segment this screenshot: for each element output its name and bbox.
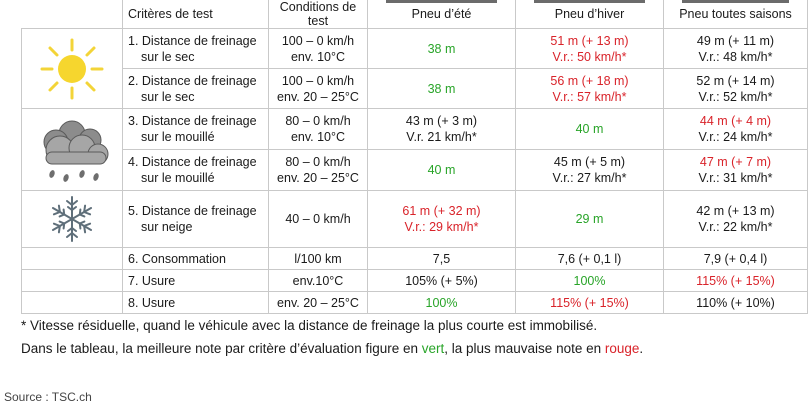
tire-comparison-table: [21, 0, 808, 314]
row8-allseason: 110% (+ 10%): [664, 292, 808, 314]
legend-text-before: Dans le tableau, la meilleure note par critère d’évaluation figure en: [21, 341, 422, 356]
row1-criteria: 1. Distance de freinage sur le sec: [123, 29, 269, 69]
row3-conditions: 80 – 0 km/h env. 10°C: [269, 109, 368, 150]
row3-winter: 40 m: [516, 109, 664, 150]
row3-allseason: 44 m (+ 4 m) V.r.: 24 km/h*: [664, 109, 808, 150]
sun-icon: [32, 36, 112, 102]
table-row: [22, 69, 808, 109]
row5-winter: 29 m: [516, 191, 664, 248]
legend-worst-word: rouge: [604, 341, 640, 356]
row2-summer: 38 m: [368, 69, 516, 109]
row8-winter: 115% (+ 15%): [516, 292, 664, 314]
table-row: [22, 292, 808, 314]
legend-best-word: vert: [421, 341, 445, 356]
row6-conditions: l/100 km: [269, 248, 368, 270]
row5-conditions: 40 – 0 km/h: [269, 191, 368, 248]
legend-text-after: .: [639, 341, 644, 356]
snowflake-icon: [46, 193, 98, 245]
table-header-row: [22, 0, 808, 29]
legend-text-middle: , la plus mauvaise note en: [444, 341, 605, 356]
table-row: [22, 191, 808, 248]
row7-summer: 105% (+ 5%): [368, 270, 516, 292]
row4-allseason: 47 m (+ 7 m) V.r.: 31 km/h*: [664, 150, 808, 191]
header-criteria: Critères de test: [123, 0, 269, 29]
row7-winter: 100%: [516, 270, 664, 292]
footnote-residual-speed: * Vitesse résiduelle, quand le véhicule avec la distance de freinage la plus courte est immobilisé.: [21, 318, 598, 333]
row6-criteria: 6. Consommation: [123, 248, 269, 270]
rain-cloud-icon: [30, 114, 114, 186]
row7-allseason: 115% (+ 15%): [664, 270, 808, 292]
row4-criteria: 4. Distance de freinage sur le mouillé: [123, 150, 269, 191]
table-row: [22, 150, 808, 191]
row8-summer: 100%: [368, 292, 516, 314]
source-credit: Source : TSC.ch: [4, 390, 92, 404]
table-row: [22, 270, 808, 292]
row8-conditions: env. 20 – 25°C: [269, 292, 368, 314]
header-winter-tire: Pneu d’hiver: [516, 0, 664, 29]
row3-criteria: 3. Distance de freinage sur le mouillé: [123, 109, 269, 150]
header-summer-tire: Pneu d’été: [368, 0, 516, 29]
table-row: [22, 248, 808, 270]
row6-winter: 7,6 (+ 0,1 l): [516, 248, 664, 270]
row2-allseason: 52 m (+ 14 m) V.r.: 52 km/h*: [664, 69, 808, 109]
row7-conditions: env.10°C: [269, 270, 368, 292]
row1-winter: 51 m (+ 13 m) V.r.: 50 km/h*: [516, 29, 664, 69]
row2-winter: 56 m (+ 18 m) V.r.: 57 km/h*: [516, 69, 664, 109]
row6-allseason: 7,9 (+ 0,4 l): [664, 248, 808, 270]
row8-criteria: 8. Usure: [123, 292, 269, 314]
empty-icon-cell: [22, 248, 123, 270]
rain-icon-cell: [22, 109, 123, 191]
row7-criteria: 7. Usure: [123, 270, 269, 292]
header-icon-cell: [22, 0, 123, 29]
header-allseason-tire: Pneu toutes saisons: [664, 0, 808, 29]
row5-allseason: 42 m (+ 13 m) V.r.: 22 km/h*: [664, 191, 808, 248]
row4-conditions: 80 – 0 km/h env. 20 – 25°C: [269, 150, 368, 191]
table-row: [22, 109, 808, 150]
row2-conditions: 100 – 0 km/h env. 20 – 25°C: [269, 69, 368, 109]
row5-summer: 61 m (+ 32 m) V.r.: 29 km/h*: [368, 191, 516, 248]
row4-winter: 45 m (+ 5 m) V.r.: 27 km/h*: [516, 150, 664, 191]
empty-icon-cell: [22, 292, 123, 314]
empty-icon-cell: [22, 270, 123, 292]
row2-criteria: 2. Distance de freinage sur le sec: [123, 69, 269, 109]
table-row: [22, 29, 808, 69]
row1-summer: 38 m: [368, 29, 516, 69]
row1-conditions: 100 – 0 km/h env. 10°C: [269, 29, 368, 69]
color-legend-note: [21, 341, 643, 356]
row3-summer: 43 m (+ 3 m) V.r. 21 km/h*: [368, 109, 516, 150]
row5-criteria: 5. Distance de freinage sur neige: [123, 191, 269, 248]
header-conditions: Conditions de test: [269, 0, 368, 29]
row1-allseason: 49 m (+ 11 m) V.r.: 48 km/h*: [664, 29, 808, 69]
snow-icon-cell: [22, 191, 123, 248]
row6-summer: 7,5: [368, 248, 516, 270]
sun-icon-cell: [22, 29, 123, 109]
row4-summer: 40 m: [368, 150, 516, 191]
